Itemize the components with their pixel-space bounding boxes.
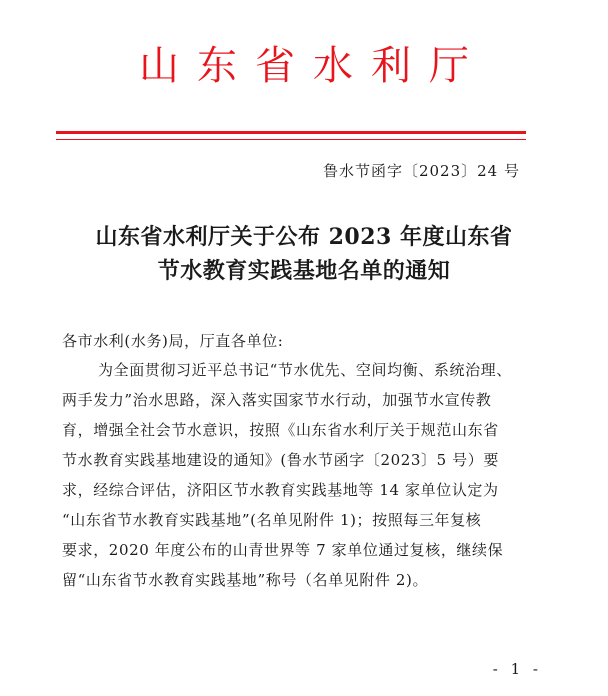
- letterhead-title: 山东省水利厅: [139, 43, 487, 89]
- letterhead-rule-thick: [56, 131, 526, 134]
- document-title-line-1: 山东省水利厅关于公布 2023 年度山东省: [95, 224, 513, 250]
- body-line: 节水教育实践基地建设的通知》(鲁水节函字〔2023〕5 号）要: [62, 451, 499, 469]
- page-number: - 1 -: [492, 660, 542, 678]
- body-line: 育，增强全社会节水意识，按照《山东省水利厅关于规范山东省: [62, 421, 499, 439]
- document-title-line-2: 节水教育实践基地名单的通知: [157, 258, 451, 284]
- letterhead-rule-thin: [56, 139, 526, 140]
- body-line: 求，经综合评估，济阳区节水教育实践基地等 14 家单位认定为: [62, 481, 499, 499]
- salutation: 各市水利(水务)局，厅直各单位:: [62, 332, 284, 350]
- document-number: 鲁水节函字〔2023〕24 号: [322, 162, 520, 180]
- body-line: 两手发力”治水思路，深入落实国家节水行动，加强节水宣传教: [62, 391, 492, 409]
- body-line: “山东省节水教育实践基地”(名单见附件 1)；按照每三年复核: [62, 511, 482, 529]
- body-line: 要求，2020 年度公布的山青世界等 7 家单位通过复核，继续保: [62, 541, 504, 559]
- body-line: 为全面贯彻习近平总书记“节水优先、空间均衡、系统治理、: [98, 361, 512, 379]
- body-line: 留“山东省节水教育实践基地”称号（名单见附件 2)。: [62, 571, 429, 589]
